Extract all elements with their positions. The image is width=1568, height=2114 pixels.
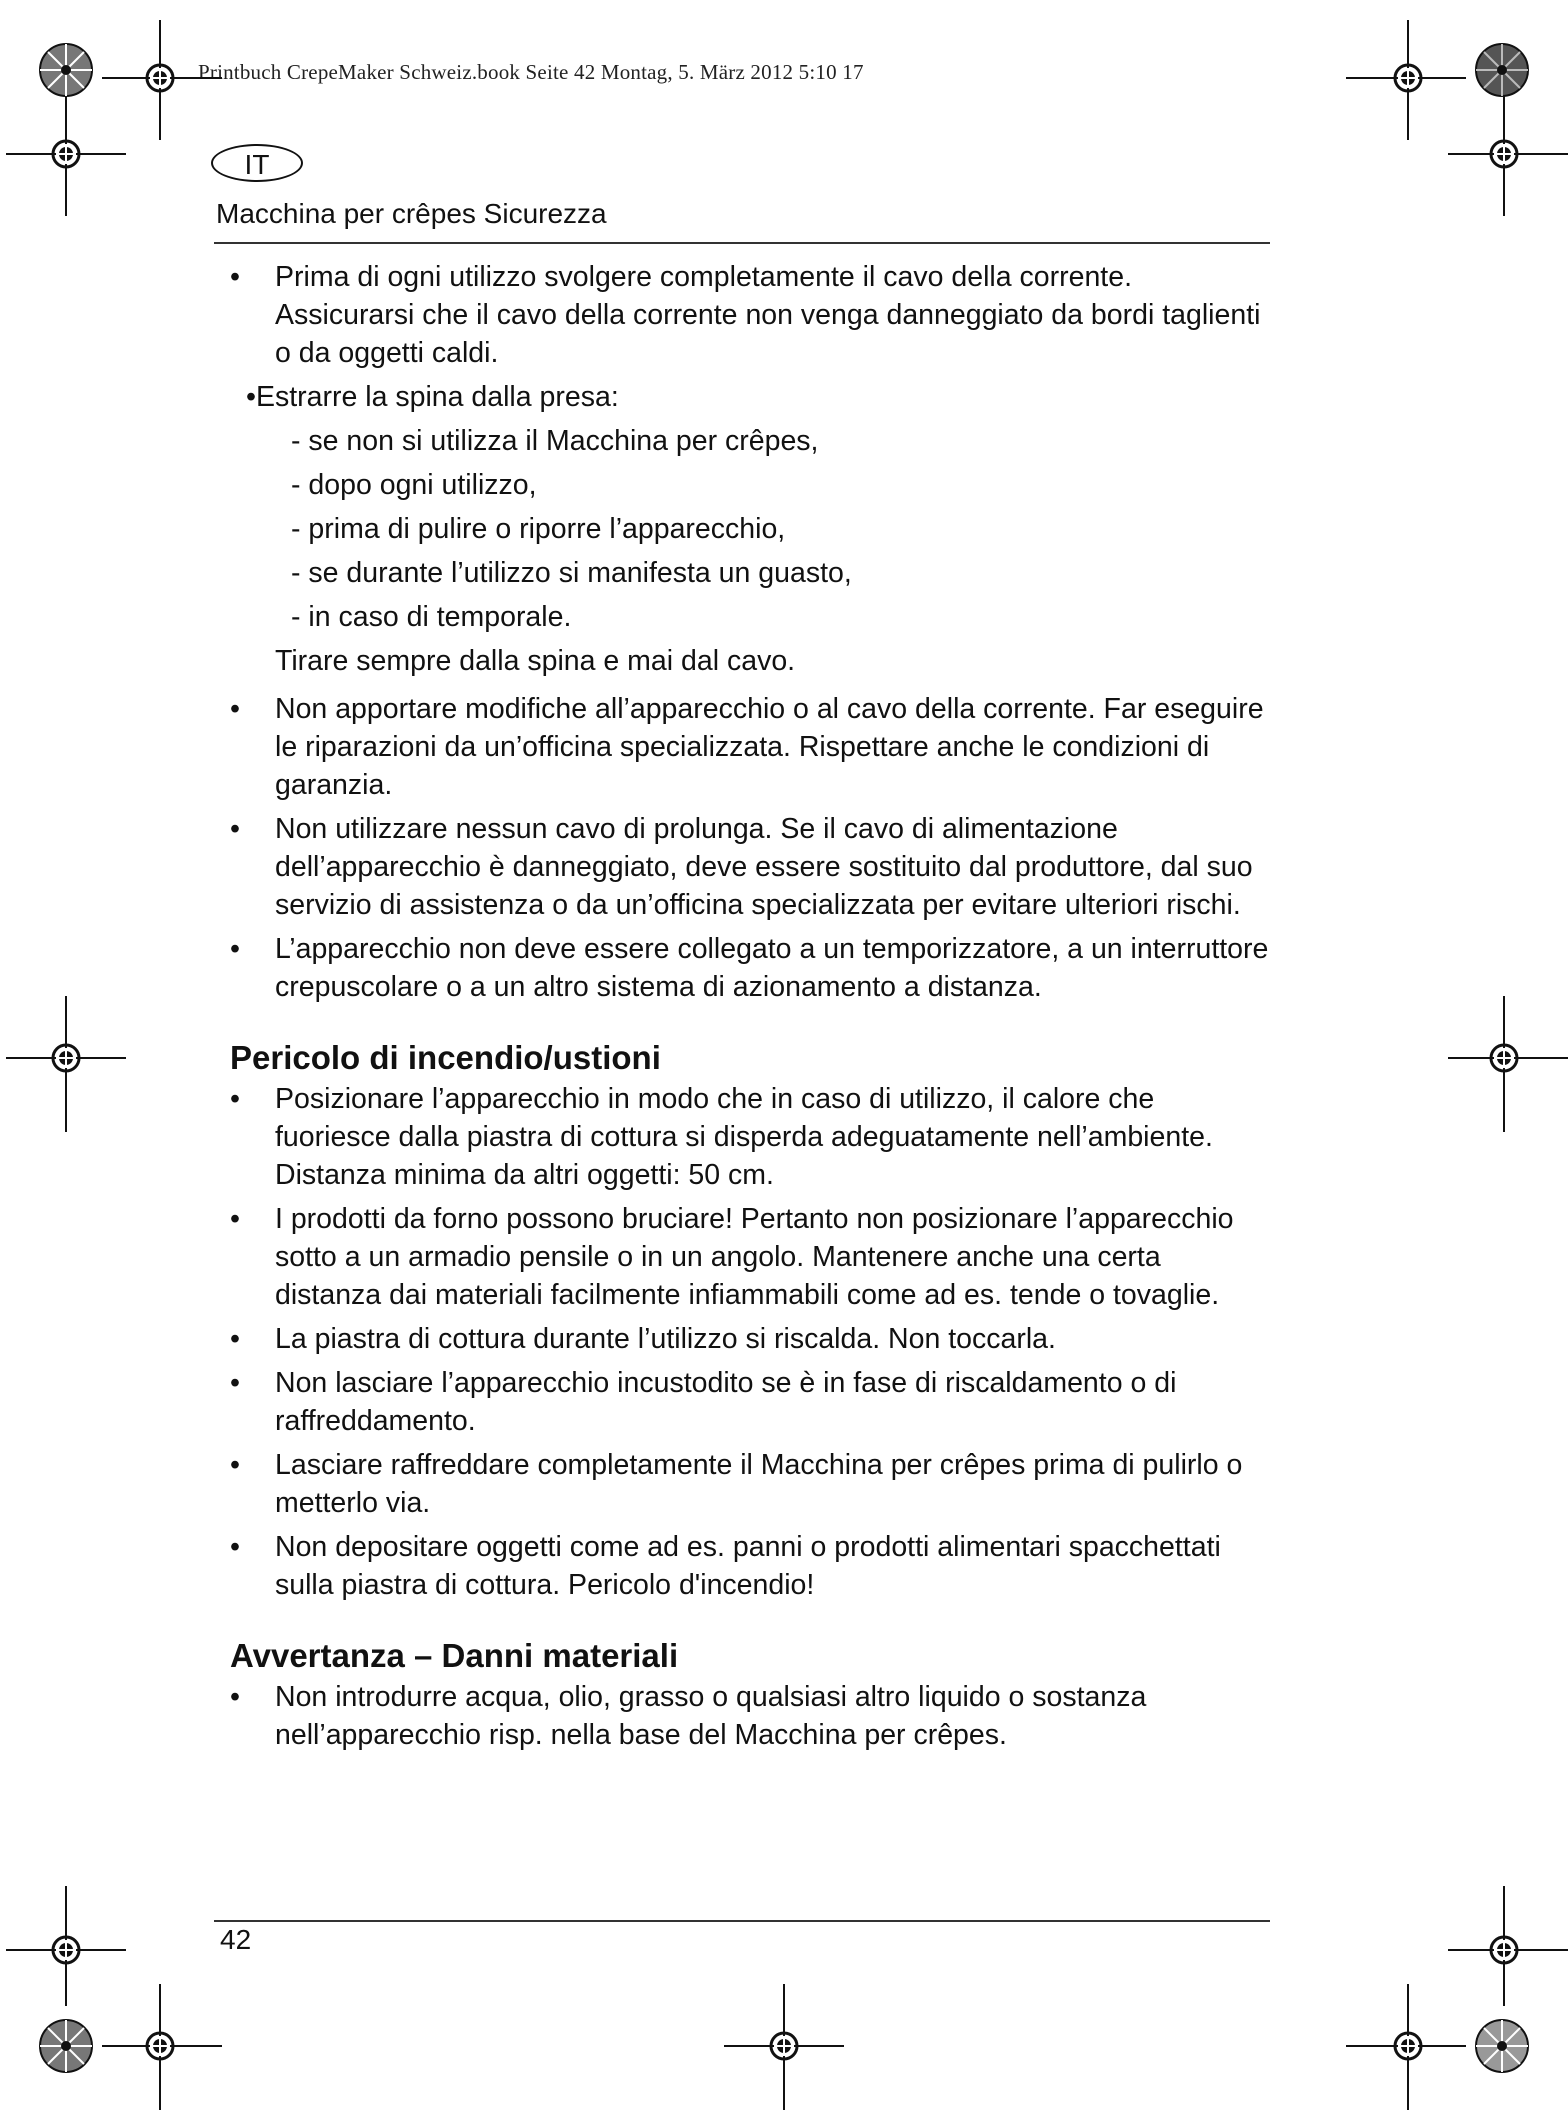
language-badge: IT [211,144,303,182]
bullet-text: La piastra di cottura durante l’utilizzo si riscalda. Non toccarla. [275,1323,1056,1355]
sub-list-item: - dopo ogni utilizzo, [291,469,537,501]
star-target-icon [38,42,94,98]
bullet-dot: • [230,1203,240,1235]
bullet-dot: • [246,381,256,413]
page-number: 42 [220,1924,252,1955]
bullet-text: I prodotti da forno possono bruciare! Pertanto non posizionare l’apparecchio sotto a un armadio pensile o in un angolo. Mantenere anche una certa distanza dai materiali facilmente infiammabili come ad es. tende o tovaglie. [275,1203,1234,1311]
star-target-icon [38,2018,94,2074]
bullet-item [230,1678,1270,1754]
star-target-icon [1474,2018,1530,2074]
sub-list-item: - in caso di temporale. [291,601,572,633]
header-title: Macchina per crêpes Sicurezza [216,198,607,229]
plain-paragraph: Tirare sempre dalla spina e mai dal cavo. [275,645,796,677]
bullet-item [230,258,1270,372]
star-target-icon [1474,42,1530,98]
bullet-text: Non depositare oggetti come ad es. panni o prodotti alimentari spacchettati sulla piastra di cottura. Pericolo d'incendio! [275,1531,1221,1601]
bullet-item [230,378,1270,416]
bullet-item [230,1200,1270,1314]
bullet-item [230,810,1270,924]
bullet-dot: • [230,1449,240,1481]
bullet-dot: • [230,693,240,725]
registration-mark-icon [1448,996,1568,1132]
bullet-item [230,690,1270,804]
registration-mark-icon [1448,96,1568,216]
bullet-item [230,1320,1270,1358]
registration-mark-icon [102,1984,222,2110]
bullet-text: Lasciare raffreddare completamente il Macchina per crêpes prima di pulirlo o metterlo via. [275,1449,1243,1519]
bullet-dot: • [230,1531,240,1563]
bullet-dot: • [230,261,240,293]
bullet-dot: • [230,1323,240,1355]
bullet-text: L’apparecchio non deve essere collegato a un temporizzatore, a un interruttore crepuscolare o a un altro sistema di azionamento a distanza. [275,933,1269,1003]
sub-list-item: - prima di pulire o riporre l’apparecchio, [291,513,786,545]
bullet-item [230,930,1270,1006]
bullet-dot: • [230,813,240,845]
bullet-dot: • [230,1083,240,1115]
bullet-dot: • [230,1681,240,1713]
page-content [230,258,1270,1754]
section-heading: Avvertanza – Danni materiali [230,1637,679,1674]
bullet-text: Non utilizzare nessun cavo di prolunga. Se il cavo di alimentazione dell’apparecchio è danneggiato, deve essere sostituito dal produttore, dal suo servizio di assistenza o da un’officina specializzata per evitare ulteriori rischi. [275,813,1253,921]
bullet-text: Non lasciare l’apparecchio incustodito se è in fase di riscaldamento o di raffreddamento. [275,1367,1177,1437]
bullet-item [230,1528,1270,1604]
print-slug: Printbuch CrepeMaker Schweiz.book Seite 42 Montag, 5. März 2012 5:10 17 [198,60,864,84]
bullet-item [230,1446,1270,1522]
bullet-text: Estrarre la spina dalla presa: [255,381,619,413]
bullet-dot: • [230,1367,240,1399]
registration-mark-icon [1448,1886,1568,2006]
bullet-text: Non introdurre acqua, olio, grasso o qualsiasi altro liquido o sostanza nell’apparecchio risp. nella base del Macchina per crêpes. [275,1681,1147,1751]
bullet-text: Prima di ogni utilizzo svolgere completamente il cavo della corrente. Assicurarsi che il cavo della corrente non venga danneggiato da bordi taglienti o da oggetti caldi. [275,261,1261,369]
sub-list-item: - se non si utilizza il Macchina per crêpes, [291,425,819,457]
bullet-item [230,1364,1270,1440]
bullet-text: Non apportare modifiche all’apparecchio o al cavo della corrente. Far eseguire le riparazioni da un’officina specializzata. Rispettare anche le condizioni di garanzia. [275,693,1264,801]
section-heading: Pericolo di incendio/ustioni [230,1039,661,1076]
bullet-dot: • [230,933,240,965]
bullet-text: Posizionare l’apparecchio in modo che in caso di utilizzo, il calore che fuoriesce dalla piastra di cottura si disperda adeguatamente nell’ambiente. Distanza minima da altri oggetti: 50 cm. [275,1083,1213,1191]
registration-mark-icon [6,96,126,216]
registration-mark-icon [724,1984,844,2110]
header-rule [214,242,1270,244]
bullet-item [230,1080,1270,1194]
registration-mark-icon [6,996,126,1132]
sub-list-item: - se durante l’utilizzo si manifesta un guasto, [291,557,852,589]
footer-rule [214,1920,1270,1922]
registration-mark-icon [1346,1984,1466,2110]
